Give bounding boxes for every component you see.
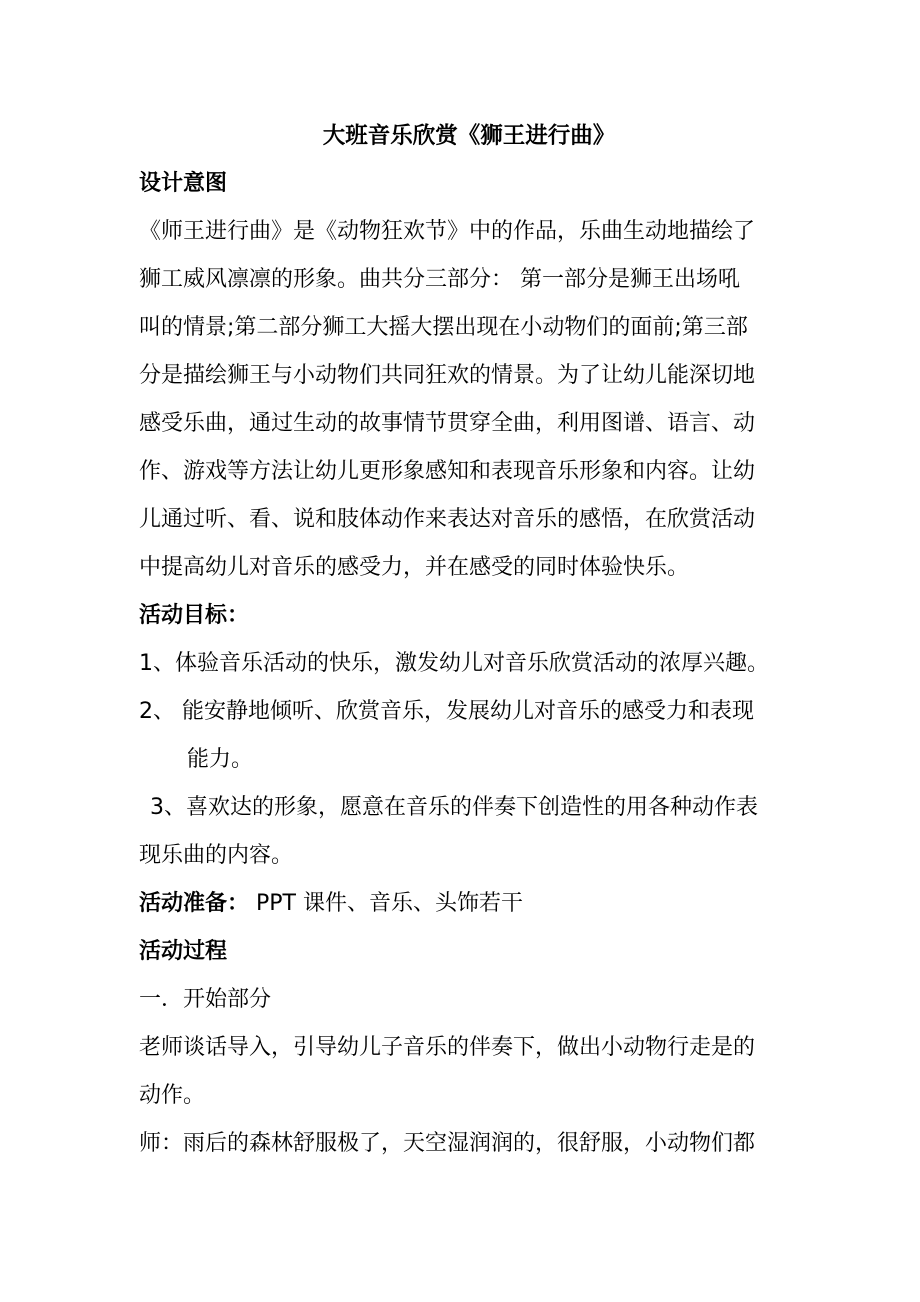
paragraph-line: 作、游戏等方法让幼儿更形象感知和表现音乐形象和内容。让幼 [139,459,756,484]
section-heading-process: 活动过程 [139,939,228,964]
paragraph-line: 《师王进行曲》是《动物狂欢节》中的作品，乐曲生动地描绘了 [139,219,756,244]
process-part-1: 一．开始部分 [139,987,272,1012]
section-heading-goals: 活动目标： [139,603,250,628]
section-heading-prep: 活动准备： [139,891,250,916]
goal-item-3-continuation: 现乐曲的内容。 [139,843,294,868]
paragraph-line: 老师谈话导入，引导幼儿子音乐的伴奏下，做出小动物行走是的 [139,1035,756,1060]
paragraph-line: 动作。 [139,1083,206,1108]
paragraph-line: 儿通过听、看、说和肢体动作来表达对音乐的感悟，在欣赏活动 [139,507,756,532]
goal-item-3: 3、喜欢达的形象，愿意在音乐的伴奏下创造性的用各种动作表 [150,795,758,820]
document-body [139,112,799,1168]
prep-text: PPT 课件、音乐、头饰若干 [249,891,523,916]
paragraph-line: 师：雨后的森林舒服极了，天空湿润润的，很舒服，小动物们都 [139,1131,756,1156]
section-heading-design-intent: 设计意图 [139,171,228,196]
paragraph-line: 狮工威风凛凛的形象。曲共分三部分： 第一部分是狮王出场吼 [139,267,740,292]
prep-line [139,880,799,928]
goal-item-1: 1、体验音乐活动的快乐，激发幼儿对音乐欣赏活动的浓厚兴趣。 [139,651,769,676]
paragraph-line: 中提高幼儿对音乐的感受力，并在感受的同时体验快乐。 [139,555,690,580]
paragraph-line: 分是描绘狮王与小动物们共同狂欢的情景。为了让幼儿能深切地 [139,363,756,388]
document-title: 大班音乐欣赏《狮王进行曲》 [322,123,616,149]
goal-item-2: 2、 能安静地倾听、欣赏音乐，发展幼儿对音乐的感受力和表现 [139,699,754,724]
goal-item-2-continuation: 能力。 [187,747,254,772]
paragraph-line: 叫的情景;第二部分狮工大摇大摆出现在小动物们的面前;第三部 [139,315,748,340]
paragraph-line: 感受乐曲，通过生动的故事情节贯穿全曲，利用图谱、语言、动 [139,411,756,436]
